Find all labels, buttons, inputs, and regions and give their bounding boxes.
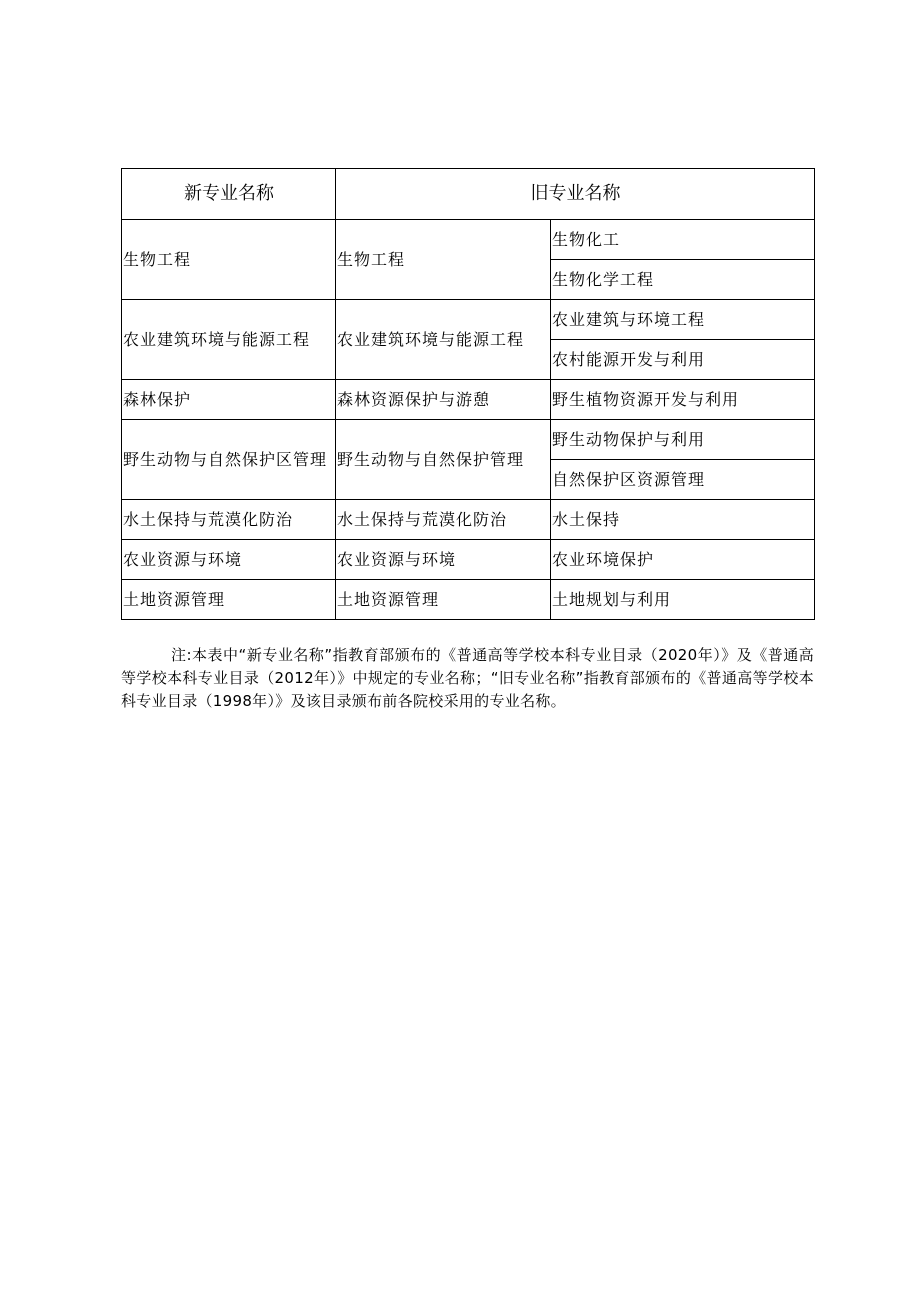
old-major-cell: 农业建筑环境与能源工程 [336, 300, 551, 380]
major-mapping-table [121, 168, 815, 620]
sub-major-cell: 农业建筑与环境工程 [551, 300, 815, 340]
new-major-cell: 土地资源管理 [122, 580, 336, 620]
header-old-major: 旧专业名称 [336, 169, 815, 220]
sub-major-cell: 生物化工 [551, 220, 815, 260]
table-row [122, 220, 815, 260]
table-row [122, 420, 815, 460]
old-major-cell: 生物工程 [336, 220, 551, 300]
table-row [122, 500, 815, 540]
new-major-cell: 生物工程 [122, 220, 336, 300]
sub-major-cell: 自然保护区资源管理 [551, 460, 815, 500]
sub-major-cell: 农村能源开发与利用 [551, 340, 815, 380]
table-row [122, 540, 815, 580]
new-major-cell: 水土保持与荒漠化防治 [122, 500, 336, 540]
new-major-cell: 农业资源与环境 [122, 540, 336, 580]
sub-major-cell: 野生植物资源开发与利用 [551, 380, 815, 420]
new-major-cell: 森林保护 [122, 380, 336, 420]
new-major-cell: 野生动物与自然保护区管理 [122, 420, 336, 500]
old-major-cell: 森林资源保护与游憩 [336, 380, 551, 420]
old-major-cell: 农业资源与环境 [336, 540, 551, 580]
sub-major-cell: 生物化学工程 [551, 260, 815, 300]
header-row [122, 169, 815, 220]
new-major-cell: 农业建筑环境与能源工程 [122, 300, 336, 380]
table-row [122, 380, 815, 420]
table-footnote: 注:本表中“新专业名称”指教育部颁布的《普通高等学校本科专业目录（2020年）》及《普通高等学校本科专业目录（2012年）》中规定的专业名称；“旧专业名称”指教育部颁布的《普通高等学校本科专业目录（1998年）》及该目录颁布前各院校采用的专业名称。 [121, 646, 814, 710]
sub-major-cell: 农业环境保护 [551, 540, 815, 580]
old-major-cell: 土地资源管理 [336, 580, 551, 620]
sub-major-cell: 野生动物保护与利用 [551, 420, 815, 460]
table-row [122, 580, 815, 620]
header-new-major: 新专业名称 [122, 169, 336, 220]
sub-major-cell: 水土保持 [551, 500, 815, 540]
sub-major-cell: 土地规划与利用 [551, 580, 815, 620]
old-major-cell: 野生动物与自然保护管理 [336, 420, 551, 500]
table-row [122, 300, 815, 340]
old-major-cell: 水土保持与荒漠化防治 [336, 500, 551, 540]
